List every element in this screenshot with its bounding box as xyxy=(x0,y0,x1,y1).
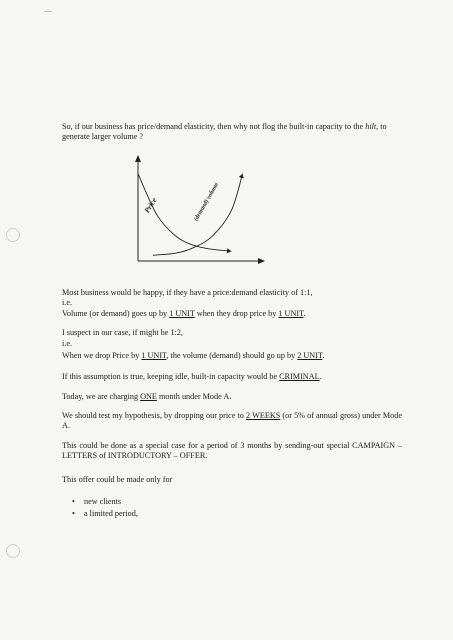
bullet-item: • new clients xyxy=(72,496,138,508)
price-label: Price xyxy=(142,195,159,215)
para4-one: ONE xyxy=(140,392,157,401)
intro-hilt: hilt xyxy=(365,122,377,131)
bullet-item: • a limited period, xyxy=(72,508,138,520)
para3-text: If this assumption is true, keeping idle, built-in capacity would be xyxy=(62,372,280,381)
intro-text: So, if our business has price/demand elasticity, then why not flog the built-in capacity to the xyxy=(62,122,366,131)
para1-text: when they drop price by xyxy=(194,309,279,318)
para6: This could be done as a special case for a period of 3 months by sending-out special CAMPAIGN – LETTERS of INTRODUCTORY – OFFER. xyxy=(62,441,402,460)
para4-text: Today, we are charging xyxy=(62,392,141,401)
volume-label: (demand) volume xyxy=(193,181,221,223)
para2-line3 xyxy=(62,351,402,361)
para3-text: . xyxy=(319,372,322,381)
intro-text-end: , to generate larger volume ? xyxy=(62,122,387,141)
corner-mark: — xyxy=(44,6,52,15)
para2-unit-a: 1 UNIT xyxy=(141,351,167,360)
bullet-list xyxy=(72,496,138,520)
para1-line3 xyxy=(62,309,402,319)
para2-text: , the volume (demand) should go up by xyxy=(166,351,298,360)
para1-line1: Most business would be happy, if they have a price:demand elasticity of 1:1, xyxy=(62,288,313,297)
para1-text: . xyxy=(303,309,306,318)
para4 xyxy=(62,392,402,402)
x-axis-arrow xyxy=(258,258,265,264)
para5-text: (or 5% of annual gross) under Mode A. xyxy=(62,411,402,430)
punch-hole xyxy=(6,544,20,558)
para1-text: Volume (or demand) goes up by xyxy=(62,309,170,318)
para1-unit-b: 1 UNIT xyxy=(278,309,304,318)
para3 xyxy=(62,372,402,382)
series-arrow xyxy=(227,248,232,253)
y-axis-arrow xyxy=(135,155,141,162)
para3-criminal: CRIMINAL xyxy=(279,372,320,381)
para5-weeks: 2 WEEKS xyxy=(246,411,281,420)
para1-ie: i.e. xyxy=(62,298,73,307)
para2-ie: i.e. xyxy=(62,339,73,348)
para7: This offer could be made only for xyxy=(62,475,173,484)
para2-text: When we drop Price by xyxy=(62,351,142,360)
intro-paragraph xyxy=(62,122,402,142)
para2-line1: I suspect in our case, if might be 1:2, xyxy=(62,328,183,337)
para5 xyxy=(62,411,402,431)
para2-unit-b: 2 UNIT xyxy=(297,351,323,360)
para1-unit-a: 1 UNIT xyxy=(169,309,195,318)
para5-text: We should test my hypothesis, by dropping our price to xyxy=(62,411,247,420)
para2-text: . xyxy=(322,351,325,360)
para4-text: month under Mode A. xyxy=(156,392,232,401)
